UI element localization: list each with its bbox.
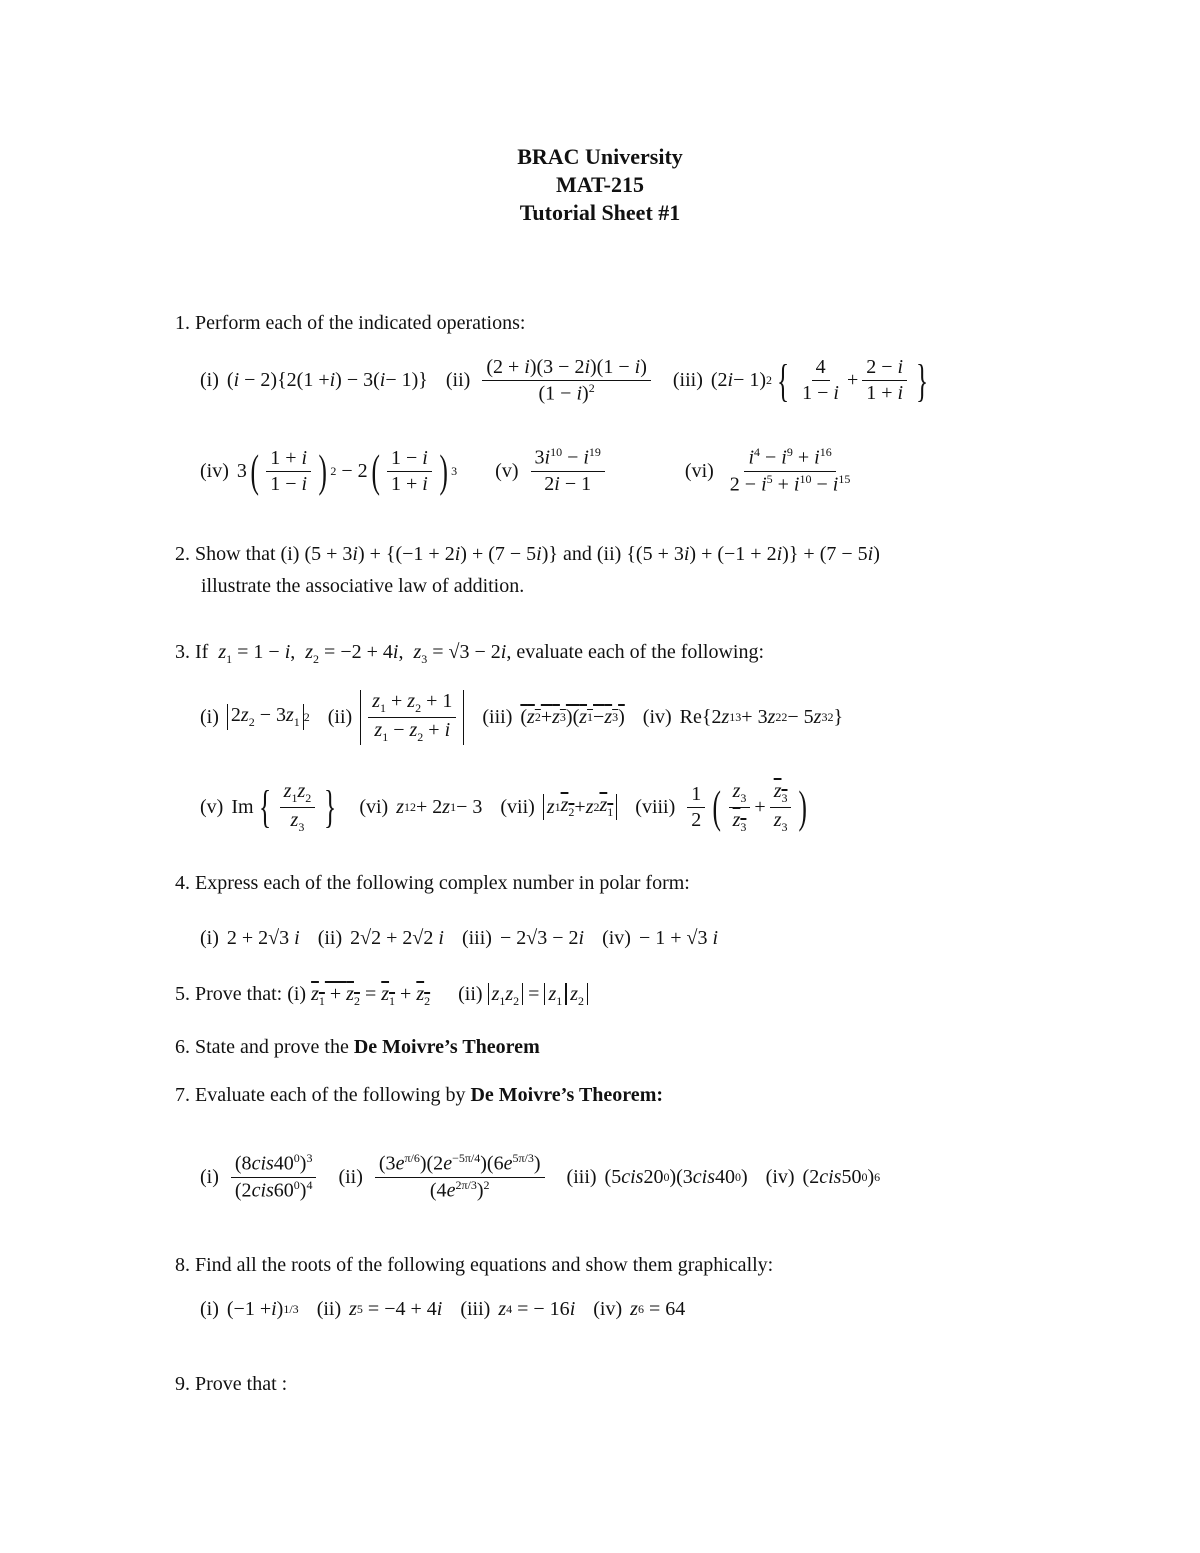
question-4-row bbox=[200, 927, 718, 950]
label-iii: (iii) bbox=[482, 705, 513, 728]
question-5 bbox=[175, 983, 588, 1009]
expression-5-ii: $z_1z_2 = z_1$ $z_2$ bbox=[488, 983, 588, 1005]
question-9-stem: 9. Prove that : bbox=[175, 1373, 288, 1395]
expression-3-iv: Re{2 z 1 3 + 3 z 2 2 − 5 z 3 2 } bbox=[679, 705, 844, 728]
label-ii: (ii) bbox=[317, 927, 343, 949]
label-iii: (iii) bbox=[461, 927, 492, 949]
question-3-stem bbox=[175, 641, 764, 667]
expression-8-iii: z 4 = − 16 i bbox=[498, 1298, 576, 1320]
question-2-stem: 2. Show that (i) bbox=[175, 543, 300, 565]
label-vi: (vi) bbox=[684, 459, 714, 482]
expression-4-ii: 2√2 + 2√2 i bbox=[350, 927, 444, 949]
expression-1-iii: (2 i − 1) 2 { $\frac{4}{1 - i}$ + $\frac{2 - i}{1 + i}$ } bbox=[710, 354, 929, 406]
label-iv: (iv) bbox=[593, 1298, 623, 1320]
question-2-line-1 bbox=[175, 543, 880, 566]
question-7-row bbox=[200, 1152, 880, 1202]
label-ii: (ii) bbox=[338, 1165, 363, 1188]
label-iv: (iv) bbox=[765, 1165, 795, 1188]
expression-1-iv: 3 ( $\frac{1 + i}{1 - i}$ ) 2 − 2 ( $\frac{1 - i}{1 + i}$ ) 3 bbox=[236, 445, 458, 497]
label-viii: (viii) bbox=[635, 795, 676, 818]
expression-3-i: $2z_2 - 3z_1$ 2 bbox=[227, 704, 310, 730]
label-ii: (ii) bbox=[316, 1298, 342, 1320]
question-5-stem: 5. Prove that: (i) bbox=[175, 983, 307, 1005]
question-3-row-1 bbox=[200, 690, 843, 745]
expression-3-ii: $\frac{z_1 + z_2 + 1}{z_1 - z_2 + i}$ bbox=[360, 690, 464, 745]
question-3-row-2 bbox=[200, 780, 811, 835]
question-6 bbox=[175, 1036, 540, 1059]
question-7-theorem: De Moivre’s Theorem: bbox=[470, 1084, 664, 1106]
label-i: (i) bbox=[200, 927, 219, 949]
expression-1-i: ( i − 2){2(1 + i ) − 3( i − 1)} bbox=[226, 369, 428, 392]
question-4-stem: 4. Express each of the following complex number in polar form: bbox=[175, 872, 690, 894]
label-ii: (ii) bbox=[458, 983, 483, 1005]
expression-2-i: (5 + 3i) + {(−1 + 2i) + (7 − 5i)} bbox=[304, 543, 558, 565]
expression-3-v: Im { $\frac{z_1z_2}{z_3}$ } bbox=[231, 780, 337, 834]
expression-7-i: $\frac{(8cis40^0)^3}{(2cis60^0)^4}$ bbox=[231, 1152, 317, 1202]
label-vii: (vii) bbox=[500, 795, 535, 818]
question-8-row bbox=[200, 1298, 685, 1321]
question-3-definitions: $z_1 = 1 - i$, $z_2 = -2 + 4i$, $z_3 = √3 - 2i$, bbox=[218, 641, 512, 666]
label-i: (i) bbox=[200, 369, 219, 392]
question-3-if: 3. If bbox=[175, 641, 209, 663]
question-7-stem: 7. Evaluate each of the following by bbox=[175, 1084, 466, 1106]
question-1-row-1 bbox=[200, 356, 933, 406]
label-iv: (iv) bbox=[200, 459, 229, 482]
expression-1-ii: $\frac{(2 + i)(3 - 2i)(1 - i)}{(1 - i)^2}$ bbox=[482, 356, 651, 406]
expression-8-ii: z 5 = −4 + 4 i bbox=[349, 1298, 443, 1320]
expression-3-vii: z 1 $z_2$ + z 2 $z_1$ bbox=[543, 794, 617, 820]
question-6-theorem: De Moivre’s Theorem bbox=[353, 1036, 540, 1058]
question-6-stem: 6. State and prove the bbox=[175, 1036, 349, 1058]
expression-3-vi: z 1 2 + 2 z 1 − 3 bbox=[396, 795, 483, 818]
question-7 bbox=[175, 1084, 663, 1107]
expression-8-iv: z 6 = 64 bbox=[630, 1298, 686, 1320]
question-2-and: and (ii) bbox=[563, 543, 622, 565]
expression-7-iv: (2 cis 50 0 ) 6 bbox=[802, 1165, 881, 1188]
expression-2-ii: {(5 + 3i) + (−1 + 2i)} + (7 − 5i) bbox=[626, 543, 880, 565]
course-code: MAT-215 bbox=[556, 172, 644, 197]
question-3-evaluate: evaluate each of the following: bbox=[516, 641, 765, 663]
university-title: BRAC University bbox=[517, 144, 683, 169]
label-i: (i) bbox=[200, 1298, 219, 1320]
expression-7-ii: $\frac{(3e^{\pi/6})(2e^{-5\pi/4})(6e^{5\pi/3})}{(4e^{2\pi/3})^2}$ bbox=[375, 1152, 545, 1202]
label-v: (v) bbox=[200, 795, 224, 818]
expression-8-i: (−1 + i ) 1/3 bbox=[226, 1298, 299, 1320]
expression-4-iv: − 1 + √3 i bbox=[638, 927, 719, 949]
sheet-title: Tutorial Sheet #1 bbox=[519, 200, 681, 225]
question-1-row-2 bbox=[200, 446, 858, 496]
expression-7-iii: (5 cis 20 0 )(3 cis 40 0 ) bbox=[604, 1165, 748, 1188]
label-v: (v) bbox=[495, 459, 519, 482]
expression-1-v: $\frac{3i^{10} - i^{19}}{2i - 1}$ bbox=[531, 446, 605, 496]
question-8-stem: 8. Find all the roots of the following equations and show them graphically: bbox=[175, 1254, 774, 1276]
expression-3-viii: $\frac{1}{2}$ ( $\frac{z_3}{z_3}$ + $\frac{z_3}{z_3}$ ) bbox=[683, 780, 811, 835]
label-ii: (ii) bbox=[445, 369, 471, 392]
label-iii: (iii) bbox=[460, 1298, 491, 1320]
label-iv: (iv) bbox=[602, 927, 631, 949]
expression-5-i: $z_1 + z_2 = z_1 + z_2$ bbox=[311, 983, 431, 1008]
label-iii: (iii) bbox=[566, 1165, 597, 1188]
question-2-line-2: illustrate the associative law of addition. bbox=[201, 575, 525, 597]
expression-4-i: 2 + 2√3 i bbox=[226, 927, 300, 949]
expression-3-iii: ( z 2 + z 3 )( z 1 − z 3 ) bbox=[520, 705, 625, 728]
question-1-stem: 1. Perform each of the indicated operations: bbox=[175, 312, 526, 334]
label-iv: (iv) bbox=[642, 705, 672, 728]
expression-4-iii: − 2√3 − 2 i bbox=[499, 927, 585, 949]
label-i: (i) bbox=[200, 705, 219, 728]
label-i: (i) bbox=[200, 1165, 219, 1188]
expression-1-vi: $\frac{i^4 - i^9 + i^{16}}{2 - i^5 + i^{10} - i^{15}}$ bbox=[729, 445, 851, 496]
label-iii: (iii) bbox=[672, 369, 703, 392]
label-vi: (vi) bbox=[359, 795, 389, 818]
label-ii: (ii) bbox=[327, 705, 353, 728]
